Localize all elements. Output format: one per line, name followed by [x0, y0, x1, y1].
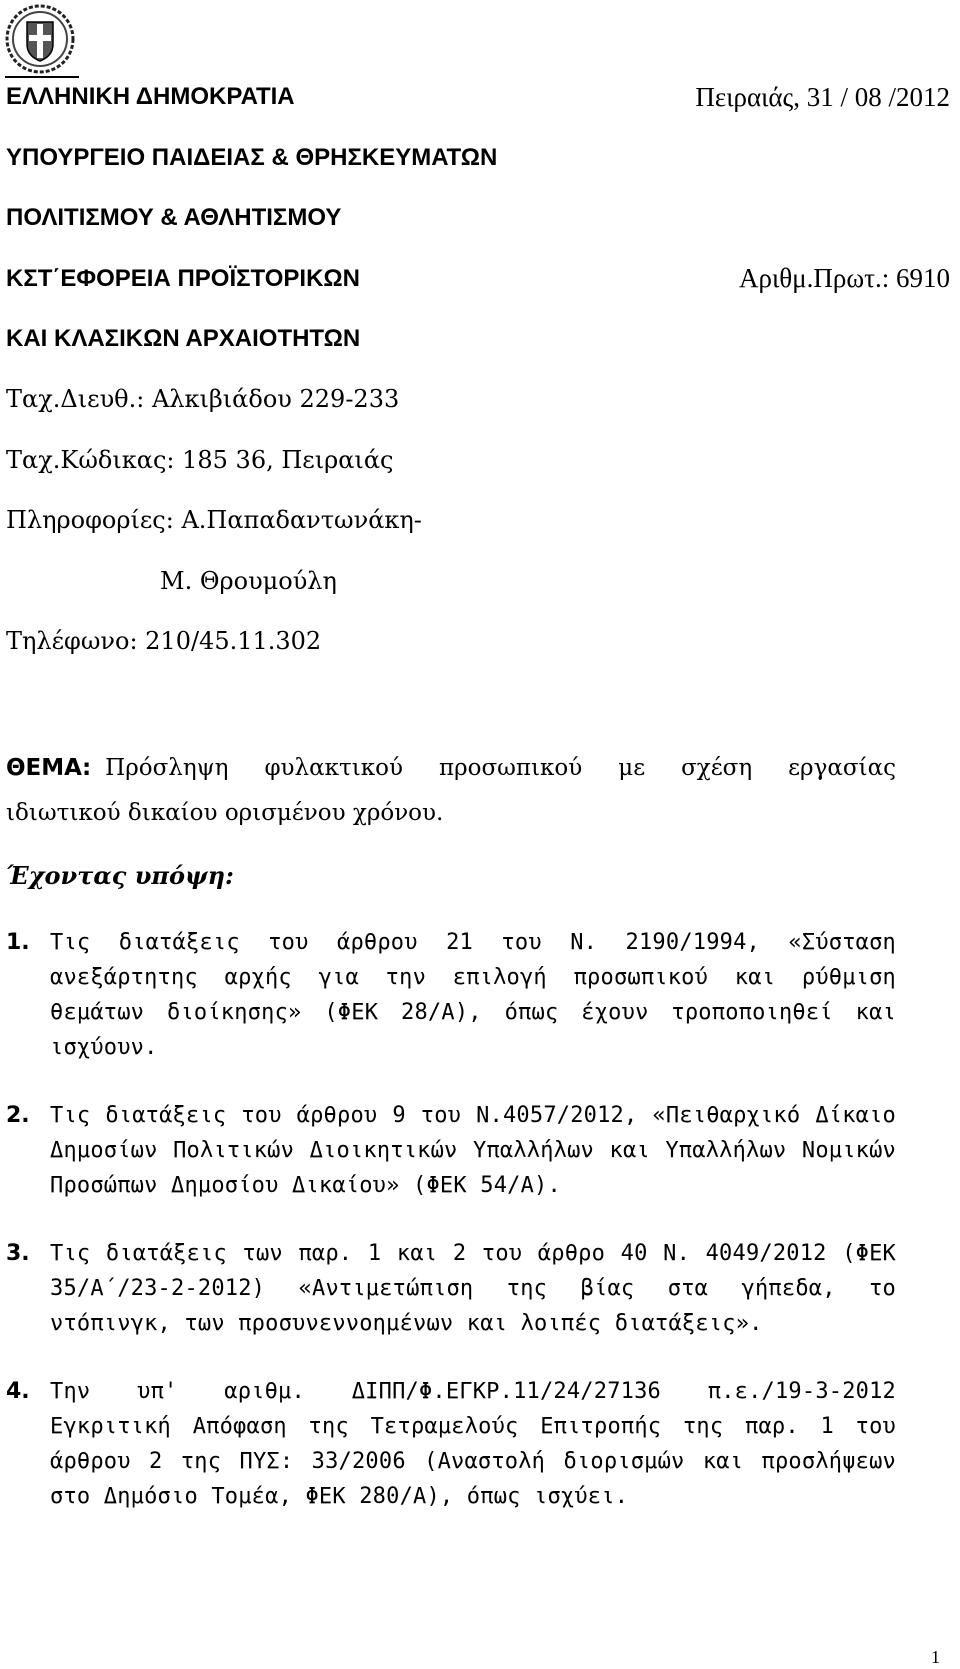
subject-text-line-1: Πρόσληψη φυλακτικού προσωπικού με σχέση εργασίας [105, 755, 896, 781]
subject-first-line [6, 746, 896, 791]
header-line-2: ΥΠΟΥΡΓΕΙΟ ΠΑΙΔΕΙΑΣ & ΘΡΗΣΚΕΥΜΑΤΩΝ [6, 144, 498, 171]
information-contacts: Πληροφορίες: Α.Παπαδαντωνάκη- [6, 506, 422, 534]
list-item-text: Τις διατάξεις του άρθρου 9 του Ν.4057/2012, «Πειθαρχικό Δίκαιο Δημοσίων Πολιτικών Διοικητικών Υπαλλήλων και Υπαλλήλων Νομικών Προσώπων Δημοσίου Δικαίου» (ΦΕΚ 54/Α). [50, 1103, 896, 1198]
list-item-number: 2. [6, 1103, 30, 1128]
page-number: 1 [931, 1647, 940, 1667]
postal-code: Ταχ.Κώδικας: 185 36, Πειραιάς [6, 446, 394, 474]
subject-block [6, 746, 896, 836]
header-line-1: ΕΛΛΗΝΙΚΗ ΔΗΜΟΚΡΑΤΙΑ [6, 83, 295, 110]
place-date: Πειραιάς, 31 / 08 /2012 [695, 82, 950, 112]
list-item-text: Την υπ' αριθμ. ΔΙΠΠ/Φ.ΕΓΚΡ.11/24/27136 π.ε./19-3-2012 Εγκριτική Απόφαση της Τετραμελούς Επιτροπής της παρ. 1 του άρθρου 2 της ΠΥΣ: 33/2006 (Αναστολή διορισμών και προσλήψεων στο Δημόσιο Τομέα, ΦΕΚ 280/Α), όπως ισχύει. [50, 1379, 896, 1509]
list-item [6, 1374, 896, 1514]
list-item [6, 1098, 896, 1203]
considering-heading: Έχοντας υπόψη: [6, 861, 234, 890]
list-item-number: 4. [6, 1379, 30, 1404]
considerations-list [6, 925, 896, 1547]
protocol-number: Αριθμ.Πρωτ.: 6910 [739, 263, 950, 293]
header-line-4: ΚΣΤ΄ΕΦΟΡΕΙΑ ΠΡΟΪΣΤΟΡΙΚΩΝ [6, 265, 360, 292]
header-line-5: ΚΑΙ ΚΛΑΣΙΚΩΝ ΑΡΧΑΙΟΤΗΤΩΝ [6, 325, 361, 352]
list-item-number: 3. [6, 1241, 30, 1266]
subject-text-line-2: ιδιωτικού δικαίου ορισμένου χρόνου. [6, 800, 444, 826]
emblem-underline [5, 76, 79, 78]
list-item-text: Τις διατάξεις του άρθρου 21 του Ν. 2190/1994, «Σύσταση ανεξάρτητης αρχής για την επιλογή προσωπικού και ρύθμιση θεμάτων διοίκησης» (ΦΕΚ 28/Α), όπως έχουν τροποποιηθεί και ισχύουν. [50, 930, 896, 1060]
list-item [6, 925, 896, 1065]
phone-number: Τηλέφωνο: 210/45.11.302 [6, 627, 322, 655]
list-item-number: 1. [6, 930, 30, 955]
list-item-text: Τις διατάξεις των παρ. 1 και 2 του άρθρο 40 Ν. 4049/2012 (ΦΕΚ 35/Α΄/23-2-2012) «Αντιμετώπιση της βίας στα γήπεδα, το ντόπινγκ, των προσυνεννοημένων και λοιπές διατάξεις». [50, 1241, 896, 1336]
street-address: Ταχ.Διευθ.: Αλκιβιάδου 229-233 [6, 385, 400, 413]
header-line-3: ΠΟΛΙΤΙΣΜΟΥ & ΑΘΛΗΤΙΣΜΟΥ [6, 204, 342, 231]
list-item [6, 1236, 896, 1341]
information-contacts-continued: Μ. Θρουμούλη [160, 567, 337, 595]
greek-coat-of-arms-icon [5, 4, 75, 74]
subject-label: ΘΕΜΑ: [6, 755, 92, 781]
